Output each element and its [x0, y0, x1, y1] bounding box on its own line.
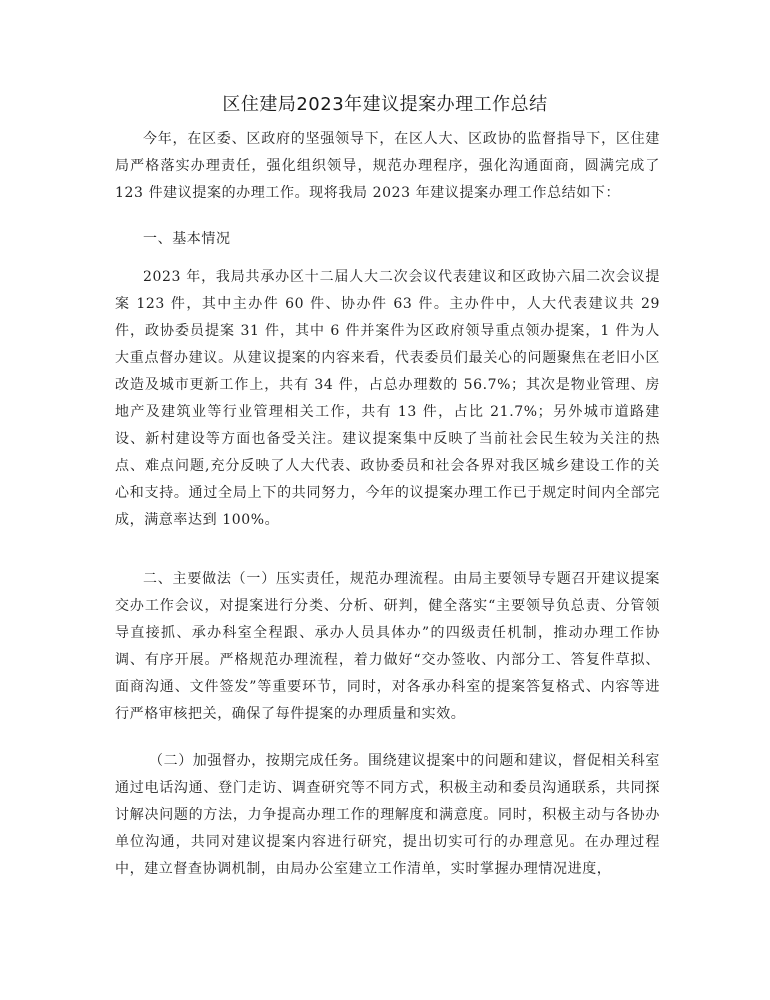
- supervision-paragraph: （二）加强督办，按期完成任务。围绕建议提案中的问题和建议，督促相关科室通过电话沟通、登门走访、调查研究等不同方式，积极主动和委员沟通联系，共同探讨解决问题的方法，力争提高办理工作的理解度和满意度。同时，积极主动与各协办单位沟通，共同对建议提案内容进行研究，提出切实可行的办理意见。在办理过程中，建立督查协调机制，由局办公室建立工作清单，实时掌握办理情况进度，: [115, 753, 660, 877]
- document-title: 区住建局2023年建议提案办理工作总结: [222, 94, 548, 115]
- basic-situation-paragraph: 2023 年，我局共承办区十二届人大二次会议代表建议和区政协六届二次会议提案 123 件，其中主办件 60 件、协办件 63 件。主办件中，人大代表建议共 29 件，政协委员提案 31 件，其中 6 件并案件为区政府领导重点领办提案，1 件为人大重点督办建议。从建议提案的内容来看，代表委员们最关心的问题聚焦在老旧小区改造及城市更新工作上，共有 34 件，占总办理数的 56.7%；其次是物业管理、房地产及建筑业等行业管理相关工作，共有 13 件，占比 21.7%；另外城市道路建设、新村建设等方面也备受关注。建议提案集中反映了当前社会民生较为关注的热点、难点问题,充分反映了人大代表、政协委员和社会各界对我区城乡建设工作的关心和支持。通过全局上下的共同努力，今年的议提案办理工作已于规定时间内全部完成，满意率达到 100%。: [115, 269, 660, 528]
- intro-paragraph: 今年，在区委、区政府的坚强领导下，在区人大、区政协的监督指导下，区住建局严格落实办理责任，强化组织领导，规范办理程序，强化沟通面商，圆满完成了 123 件建议提案的办理工作。现将我局 2023 年建议提案办理工作总结如下：: [115, 131, 660, 201]
- main-practices-paragraph: 二、主要做法（一）压实责任，规范办理流程。由局主要领导专题召开建议提案交办工作会议，对提案进行分类、分析、研判，健全落实“主要领导负总责、分管领导直接抓、承办科室全程跟、承办人员具体办”的四级责任机制，推动办理工作协调、有序开展。严格规范办理流程，着力做好“交办签收、内部分工、答复件草拟、面商沟通、文件签发”等重要环节，同时，对各承办科室的提案答复格式、内容等进行严格审核把关，确保了每件提案的办理质量和实效。: [115, 571, 660, 722]
- section-heading-basic: 一、基本情况: [143, 231, 231, 247]
